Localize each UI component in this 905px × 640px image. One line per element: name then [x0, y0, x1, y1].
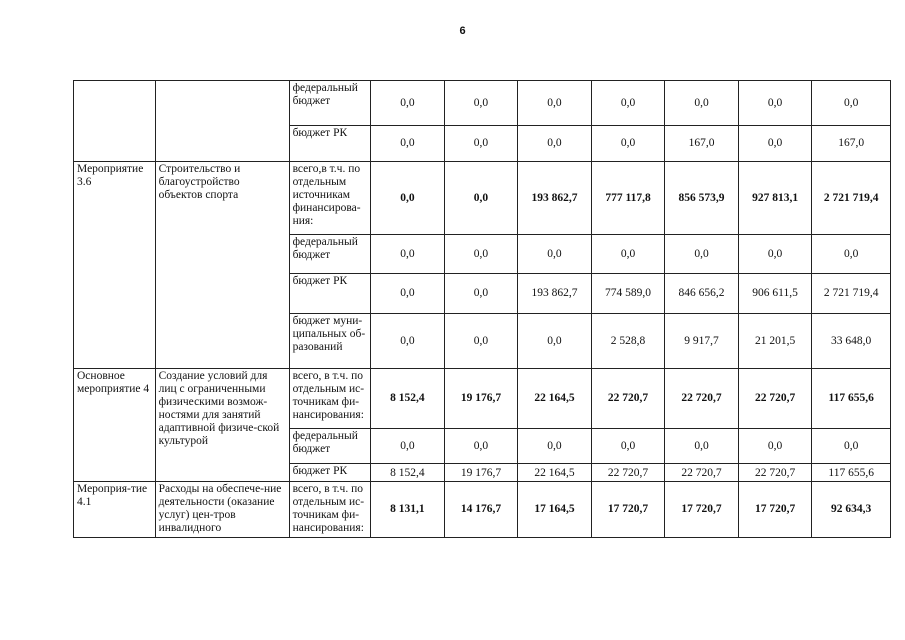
value-cell: 22 720,7	[591, 464, 665, 482]
value-cell: 8 152,4	[371, 369, 445, 429]
value-cell: 0,0	[371, 274, 445, 314]
value-cell: 0,0	[444, 81, 518, 126]
value-cell: 22 164,5	[518, 464, 592, 482]
value-cell: 0,0	[591, 126, 665, 162]
value-cell: 0,0	[371, 429, 445, 464]
measure-cell: Мероприя-тие 4.1	[74, 482, 156, 538]
funding-source-cell: всего,в т.ч. по отдельным источникам финансирова-ния:	[289, 162, 371, 235]
measure-name-cell: Строительство и благоустройство объектов спорта	[155, 162, 289, 369]
value-cell: 22 720,7	[738, 369, 812, 429]
funding-source-cell: бюджет РК	[289, 126, 371, 162]
value-cell: 14 176,7	[444, 482, 518, 538]
value-cell: 22 720,7	[591, 369, 665, 429]
value-cell: 33 648,0	[812, 314, 891, 369]
value-cell: 9 917,7	[665, 314, 739, 369]
value-cell: 2 721 719,4	[812, 162, 891, 235]
value-cell: 0,0	[444, 126, 518, 162]
budget-table	[73, 80, 891, 538]
value-cell: 22 720,7	[665, 369, 739, 429]
value-cell: 0,0	[738, 235, 812, 274]
value-cell: 21 201,5	[738, 314, 812, 369]
value-cell: 19 176,7	[444, 464, 518, 482]
value-cell: 0,0	[518, 314, 592, 369]
value-cell: 0,0	[371, 314, 445, 369]
measure-cell	[74, 81, 156, 162]
funding-source-cell: всего, в т.ч. по отдельным ис-точникам фи-нансирования:	[289, 482, 371, 538]
funding-source-cell: бюджет РК	[289, 464, 371, 482]
funding-source-cell: федеральный бюджет	[289, 81, 371, 126]
table-row	[74, 81, 891, 126]
value-cell: 167,0	[665, 126, 739, 162]
value-cell: 0,0	[444, 235, 518, 274]
value-cell: 17 720,7	[738, 482, 812, 538]
measure-cell: Мероприятие 3.6	[74, 162, 156, 369]
value-cell: 0,0	[518, 235, 592, 274]
value-cell: 0,0	[812, 235, 891, 274]
value-cell: 17 164,5	[518, 482, 592, 538]
value-cell: 0,0	[371, 162, 445, 235]
measure-name-cell: Создание условий для лиц с ограниченными физическими возмож-ностями для занятий адаптивной физиче-ской культурой	[155, 369, 289, 482]
value-cell: 22 720,7	[665, 464, 739, 482]
value-cell: 193 862,7	[518, 274, 592, 314]
value-cell: 0,0	[371, 81, 445, 126]
value-cell: 0,0	[738, 81, 812, 126]
funding-source-cell: бюджет РК	[289, 274, 371, 314]
value-cell: 193 862,7	[518, 162, 592, 235]
value-cell: 17 720,7	[591, 482, 665, 538]
value-cell: 0,0	[665, 235, 739, 274]
value-cell: 0,0	[444, 274, 518, 314]
value-cell: 0,0	[812, 429, 891, 464]
value-cell: 846 656,2	[665, 274, 739, 314]
funding-source-cell: всего, в т.ч. по отдельным ис-точникам фи-нансирования:	[289, 369, 371, 429]
table-row	[74, 482, 891, 538]
value-cell: 22 720,7	[738, 464, 812, 482]
value-cell: 0,0	[371, 126, 445, 162]
value-cell: 856 573,9	[665, 162, 739, 235]
value-cell: 0,0	[371, 235, 445, 274]
value-cell: 0,0	[444, 162, 518, 235]
value-cell: 8 131,1	[371, 482, 445, 538]
value-cell: 0,0	[518, 429, 592, 464]
value-cell: 0,0	[738, 126, 812, 162]
value-cell: 0,0	[812, 81, 891, 126]
value-cell: 927 813,1	[738, 162, 812, 235]
value-cell: 0,0	[518, 81, 592, 126]
value-cell: 0,0	[591, 235, 665, 274]
value-cell: 117 655,6	[812, 369, 891, 429]
measure-name-cell: Расходы на обеспече-ние деятельности (оказание услуг) цен-тров инвалидного	[155, 482, 289, 538]
value-cell: 0,0	[444, 314, 518, 369]
value-cell: 22 164,5	[518, 369, 592, 429]
value-cell: 0,0	[444, 429, 518, 464]
value-cell: 2 721 719,4	[812, 274, 891, 314]
value-cell: 92 634,3	[812, 482, 891, 538]
value-cell: 117 655,6	[812, 464, 891, 482]
value-cell: 0,0	[591, 81, 665, 126]
table-row	[74, 162, 891, 235]
measure-cell: Основное мероприятие 4	[74, 369, 156, 482]
value-cell: 0,0	[665, 429, 739, 464]
value-cell: 0,0	[665, 81, 739, 126]
value-cell: 0,0	[518, 126, 592, 162]
value-cell: 19 176,7	[444, 369, 518, 429]
page-number: 6	[459, 25, 466, 37]
table-row	[74, 369, 891, 429]
value-cell: 17 720,7	[665, 482, 739, 538]
funding-source-cell: бюджет муни-ципальных об-разований	[289, 314, 371, 369]
value-cell: 774 589,0	[591, 274, 665, 314]
value-cell: 906 611,5	[738, 274, 812, 314]
value-cell: 0,0	[591, 429, 665, 464]
value-cell: 0,0	[738, 429, 812, 464]
funding-source-cell: федеральный бюджет	[289, 429, 371, 464]
value-cell: 777 117,8	[591, 162, 665, 235]
funding-source-cell: федеральный бюджет	[289, 235, 371, 274]
value-cell: 8 152,4	[371, 464, 445, 482]
value-cell: 167,0	[812, 126, 891, 162]
measure-name-cell	[155, 81, 289, 162]
value-cell: 2 528,8	[591, 314, 665, 369]
